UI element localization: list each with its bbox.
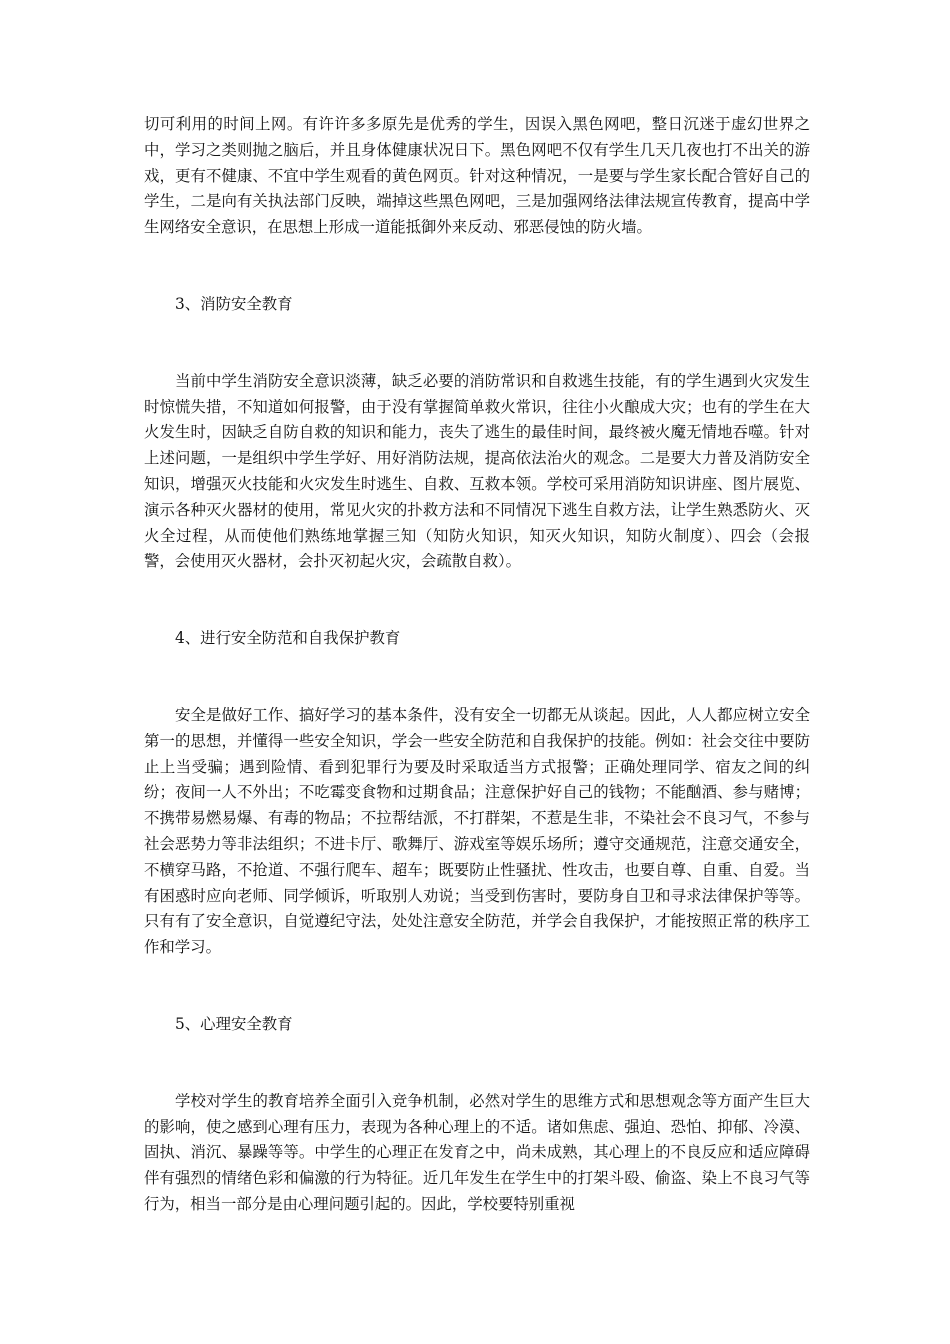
paragraph-network-safety-end: 切可利用的时间上网。有许许多多原先是优秀的学生，因误入黑色网吧，整日沉迷于虚幻世界之中，学习之类则抛之脑后，并且身体健康状况日下。黑色网吧不仅有学生几天几夜也打不出关的游戏，更有不健康、不宜中学生观看的黄色网页。针对这种情况，一是要与学生家长配合管好自己的学生，二是向有关执法部门反映，端掉这些黑色网吧，三是加强网络法律法规宣传教育，提高中学生网络安全意识，在思想上形成一道能抵御外来反动、邪恶侵蚀的防火墙。: [144, 115, 810, 237]
paragraph-fire-safety: 当前中学生消防安全意识淡薄，缺乏必要的消防常识和自救逃生技能，有的学生遇到火灾发生时惊慌失措，不知道如何报警，由于没有掌握简单救火常识，往往小火酿成大灾；也有的学生在大火发生时，因缺乏自防自救的知识和能力，丧失了逃生的最佳时间，最终被火魔无情地吞噬。针对上述问题，一是组织中学生学好、用好消防法规，提高依法治火的观念。二是要大力普及消防安全知识，增强灭火技能和火灾发生时逃生、自救、互救本领。学校可采用消防知识讲座、图片展览、演示各种灭火器材的使用，常见火灾的扑救方法和不同情况下逃生自救方法，让学生熟悉防火、灭火全过程，从而使他们熟练地掌握三知（知防火知识，知灭火知识，知防火制度）、四会（会报警，会使用灭火器材，会扑灭初起火灾，会疏散自救）。: [144, 371, 810, 571]
spacer: [144, 652, 810, 703]
paragraph-self-protection: 安全是做好工作、搞好学习的基本条件，没有安全一切都无从谈起。因此，人人都应树立安全第一的思想，并懂得一些安全知识，学会一些安全防范和自我保护的技能。例如：社会交往中要防止上当受骗；遇到险情、看到犯罪行为要及时采取适当方式报警；正确处理同学、宿友之间的纠纷；夜间一人不外出；不吃霉变食物和过期食品；注意保护好自己的钱物；不能酗酒、参与赌博；不携带易燃易爆、有毒的物品；不拉帮结派，不打群架，不惹是生非，不染社会不良习气，不参与社会恶势力等非法组织；不进卡厅、歌舞厅、游戏室等娱乐场所；遵守交通规范，注意交通安全，不横穿马路，不抢道、不强行爬车、超车；既要防止性骚扰、性攻击，也要自尊、自重、自爱。当有困惑时应向老师、同学倾诉，听取别人劝说；当受到伤害时，要防身自卫和寻求法律保护等等。只有有了安全意识，自觉遵纪守法，处处注意安全防范，并学会自我保护，才能按照正常的秩序工作和学习。: [144, 705, 810, 957]
spacer: [144, 961, 810, 1012]
spacer: [144, 1038, 810, 1089]
section-heading-psychological-safety: 5、心理安全教育: [175, 1014, 293, 1033]
paragraph-psychological-safety: 学校对学生的教育培养全面引入竞争机制，必然对学生的思维方式和思想观念等方面产生巨大的影响，使之感到心理有压力，表现为各种心理上的不适。诸如焦虑、强迫、恐怕、抑郁、冷漠、固执、消沉、暴躁等等。中学生的心理正在发育之中，尚未成熟，其心理上的不良反应和适应障碍伴有强烈的情绪色彩和偏激的行为特征。近几年发生在学生中的打架斗殴、偷盗、染上不良习气等行为，相当一部分是由心理问题引起的。因此，学校要特别重视: [144, 1091, 810, 1213]
spacer: [144, 241, 810, 292]
spacer: [144, 318, 810, 369]
section-heading-fire-safety: 3、消防安全教育: [175, 294, 293, 313]
document-page: [144, 112, 810, 1218]
spacer: [144, 575, 810, 626]
section-heading-self-protection: 4、进行安全防范和自我保护教育: [175, 629, 401, 648]
